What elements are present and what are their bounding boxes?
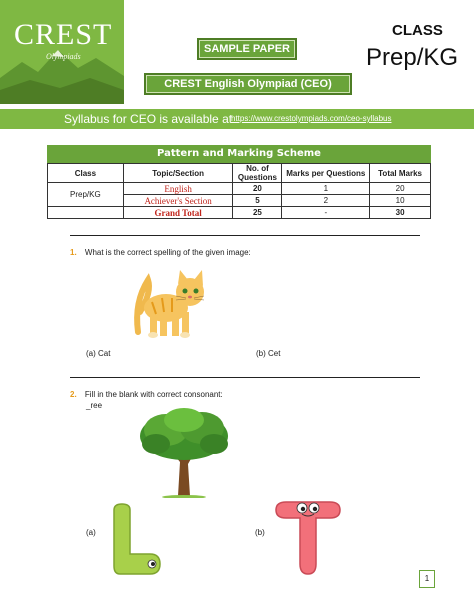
questions-cell: 5 xyxy=(233,195,282,207)
class-label: CLASS xyxy=(392,22,443,39)
table-title: Pattern and Marking Scheme xyxy=(47,145,431,163)
total-cell: 30 xyxy=(370,207,431,219)
total-cell: 10 xyxy=(370,195,431,207)
class-value: Prep/KG xyxy=(366,44,459,71)
questions-cell: 25 xyxy=(233,207,282,219)
table-header-row xyxy=(48,164,431,183)
topic-cell: Achiever's Section xyxy=(123,195,233,207)
olympiad-title-badge: CREST English Olympiad (CEO) xyxy=(144,73,352,95)
header-total: Total Marks xyxy=(370,164,431,183)
question-number: 1. xyxy=(70,248,77,257)
syllabus-link[interactable]: https://www.crestolympiads.com/ceo-syllabus xyxy=(231,114,392,123)
option-b[interactable]: (b) Cet xyxy=(256,349,281,358)
letter-t-image xyxy=(272,496,344,576)
questions-cell: 20 xyxy=(233,183,282,195)
syllabus-banner xyxy=(0,109,474,129)
header-topic: Topic/Section xyxy=(123,164,233,183)
question-text: What is the correct spelling of the given image: xyxy=(84,248,251,257)
crest-logo xyxy=(0,0,124,104)
class-cell: Prep/KG xyxy=(48,183,124,207)
letter-l-image xyxy=(104,502,164,576)
table-row xyxy=(48,207,431,219)
question-subtext: _ree xyxy=(86,401,103,410)
option-a[interactable]: (a) Cat xyxy=(86,349,111,358)
question-1 xyxy=(70,248,251,257)
header-class: Class xyxy=(48,164,124,183)
question-text: Fill in the blank with correct consonant: xyxy=(84,390,223,399)
divider xyxy=(70,377,420,378)
header-questions: No. of Questions xyxy=(233,164,282,183)
header-marks: Marks per Questions xyxy=(282,164,370,183)
cat-image xyxy=(128,262,210,344)
marks-cell: 2 xyxy=(282,195,370,207)
question-number: 2. xyxy=(70,390,77,399)
logo-subtext: Olympiads xyxy=(46,52,81,61)
total-cell: 20 xyxy=(370,183,431,195)
tree-image xyxy=(136,406,232,498)
topic-cell: English xyxy=(123,183,233,195)
marks-cell: - xyxy=(282,207,370,219)
marks-cell: 1 xyxy=(282,183,370,195)
marking-scheme-table xyxy=(47,163,431,219)
divider xyxy=(70,235,420,236)
syllabus-text: Syllabus for CEO is available at xyxy=(64,112,233,126)
sample-paper-badge: SAMPLE PAPER xyxy=(197,38,297,60)
page-number: 1 xyxy=(419,570,435,588)
option-b[interactable]: (b) xyxy=(255,528,265,537)
option-a[interactable]: (a) xyxy=(86,528,96,537)
empty-cell xyxy=(48,207,124,219)
table-row xyxy=(48,183,431,195)
logo-text: CREST xyxy=(14,18,113,51)
question-2 xyxy=(70,390,223,399)
topic-cell: Grand Total xyxy=(123,207,233,219)
